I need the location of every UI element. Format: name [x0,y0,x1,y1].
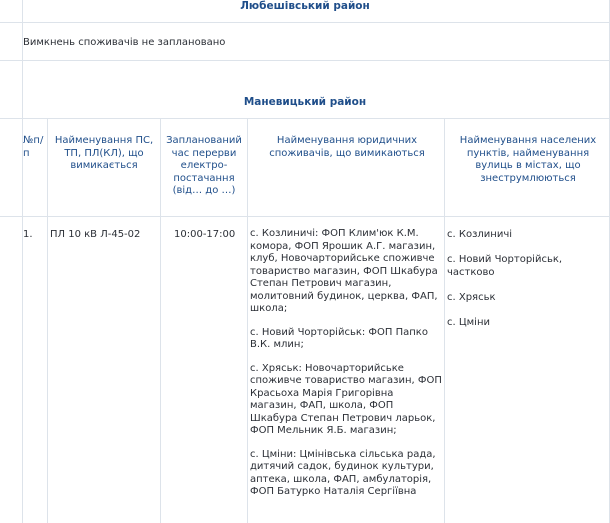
district-title-manevychi: Маневицький район [243,96,367,108]
locality-item: с. Цміни [447,317,490,328]
header-planned-time: Запланований час перерви електро-постачання (від… до …) [166,135,242,196]
column-divider [22,0,23,523]
consumer-entry: с. Цміни: Цмінівська сільська рада, дитячий садок, будинок культури, аптека, школа, ФАП, амбулаторія, ФОП Батурко Наталія Сергіївна [250,448,436,497]
divider [0,216,610,217]
header-number: №п/п [23,135,44,159]
row-number: 1. [23,229,33,240]
row-planned-time: 10:00-17:00 [174,229,236,240]
no-outages-note: Вимкнень споживачів не заплановано [23,37,226,48]
column-divider [47,118,48,523]
header-consumers: Найменування юридичних споживачів, що вимикаються [269,135,425,159]
consumer-entry: с. Хряськ: Новочарторийське споживче товариство магазин, ФОП Красьоха Марія Григорівна магазин, ФАП, школа, ФОП Шкабура Степан Петрович ларьок, ФОП Мельник Я.Б. магазин; [250,362,442,436]
locality-item: с. Хряськ [447,292,496,303]
consumer-entry: с. Новий Чорторійськ: ФОП Папко В.К. млин; [250,326,428,350]
column-divider [247,118,248,523]
column-divider [444,118,445,523]
header-localities: Найменування населених пунктів, найменування вулиць в містах, що знеструмлюються [459,135,597,184]
divider [0,118,610,119]
row-line-name: ПЛ 10 кВ Л-45-02 [50,229,141,240]
divider [0,60,610,61]
district-title-lyubeshiv: Любешівський район [240,0,370,12]
row-consumers [250,228,442,510]
divider [0,22,610,23]
consumer-entry: с. Козлиничі: ФОП Клим'юк К.М. комора, ФОП Ярошик А.Г. магазин, клуб, Новочарторийське споживче товариство магазин, ФОП Шкабура Степан Петрович магазин, молитовний будинок, церква, ФАП, школа; [250,228,438,314]
locality-item: с. Новий Чорторійськ, частково [447,254,563,278]
locality-item: с. Козлиничі [447,229,513,240]
column-divider [160,118,161,523]
header-line-name: Найменування ПС, ТП, ПЛ(КЛ), що вимикається [54,135,154,171]
